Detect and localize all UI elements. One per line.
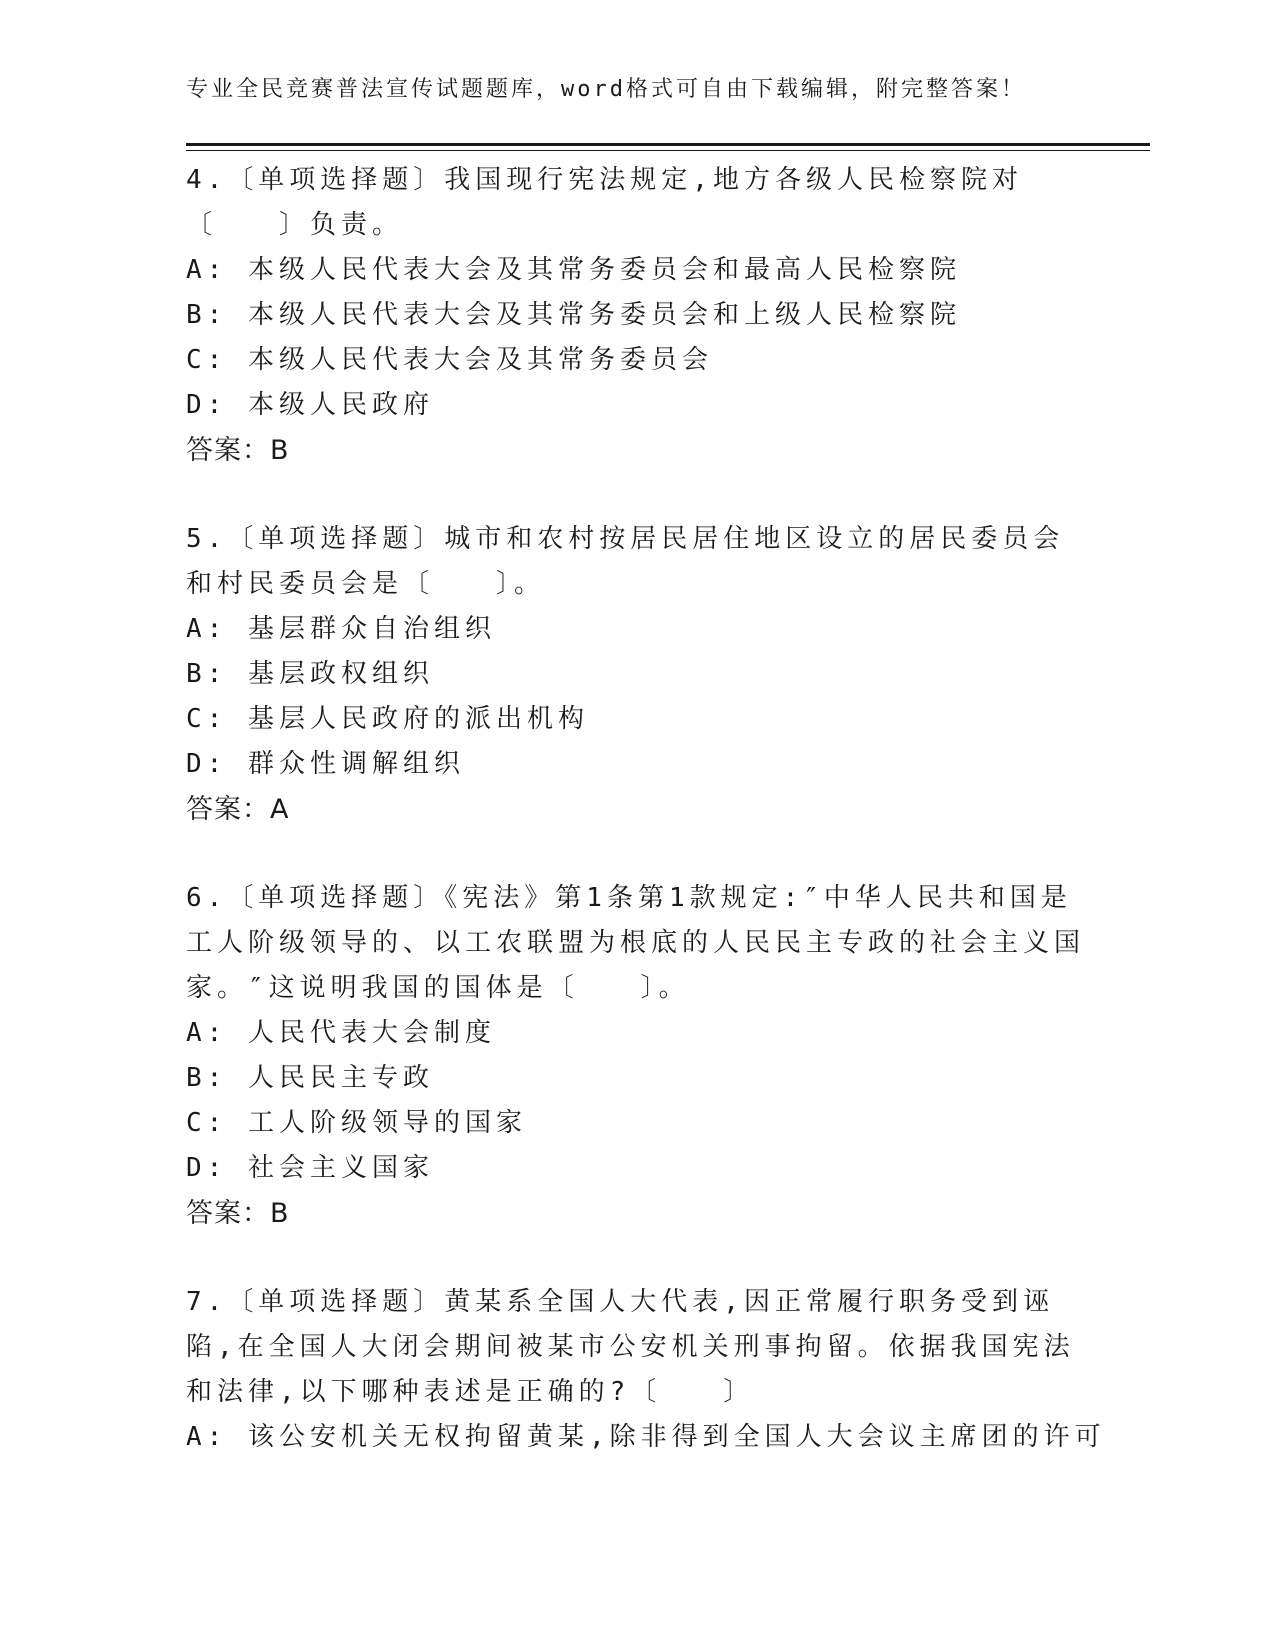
question-text: 5.〔单项选择题〕城市和农村按居民居住地区设立的居民委员会和村民委员会是〔 〕。 [186,524,1065,599]
answer: 答案：A [186,794,290,825]
question-4 [186,158,1086,473]
question-text: 7.〔单项选择题〕黄某系全国人大代表,因正常履行职务受到诬陷,在全国人大闭会期间被某市公安机关刑事拘留。依据我国宪法和法律,以下哪种表述是正确的?〔 〕 [186,1287,1075,1407]
option-a: A: 该公安机关无权拘留黄某,除非得到全国人大会议主席团的许可 [186,1422,1106,1452]
answer: 答案：B [186,1198,290,1229]
question-5 [186,517,1086,832]
option-a: A: 本级人民代表大会及其常务委员会和最高人民检察院 [186,255,961,285]
question-text: 4.〔单项选择题〕我国现行宪法规定,地方各级人民检察院对〔 〕负责。 [186,165,1023,240]
answer: 答案：B [186,435,290,466]
option-b: B: 人民民主专政 [186,1063,434,1093]
option-d: D: 本级人民政府 [186,390,434,420]
question-7 [186,1280,1106,1460]
option-c: C: 本级人民代表大会及其常务委员会 [186,345,713,375]
question-text: 6.〔单项选择题〕《宪法》第1条第1款规定:″中华人民共和国是工人阶级领导的、以工农联盟为根底的人民民主专政的社会主义国家。″这说明我国的国体是〔 〕。 [186,883,1086,1003]
option-d: D: 社会主义国家 [186,1153,434,1183]
option-d: D: 群众性调解组织 [186,749,465,779]
header-rule-thin [186,150,1150,151]
question-list [186,158,1106,1504]
option-a: A: 人民代表大会制度 [186,1018,496,1048]
question-6 [186,876,1086,1236]
option-c: C: 基层人民政府的派出机构 [186,704,589,734]
header-rule-thick [186,143,1150,146]
option-a: A: 基层群众自治组织 [186,614,496,644]
option-b: B: 基层政权组织 [186,659,434,689]
page-header: 专业全民竞赛普法宣传试题题库，word格式可自由下载编辑，附完整答案！ [186,77,1026,102]
option-c: C: 工人阶级领导的国家 [186,1108,527,1138]
option-b: B: 本级人民代表大会及其常务委员会和上级人民检察院 [186,300,961,330]
